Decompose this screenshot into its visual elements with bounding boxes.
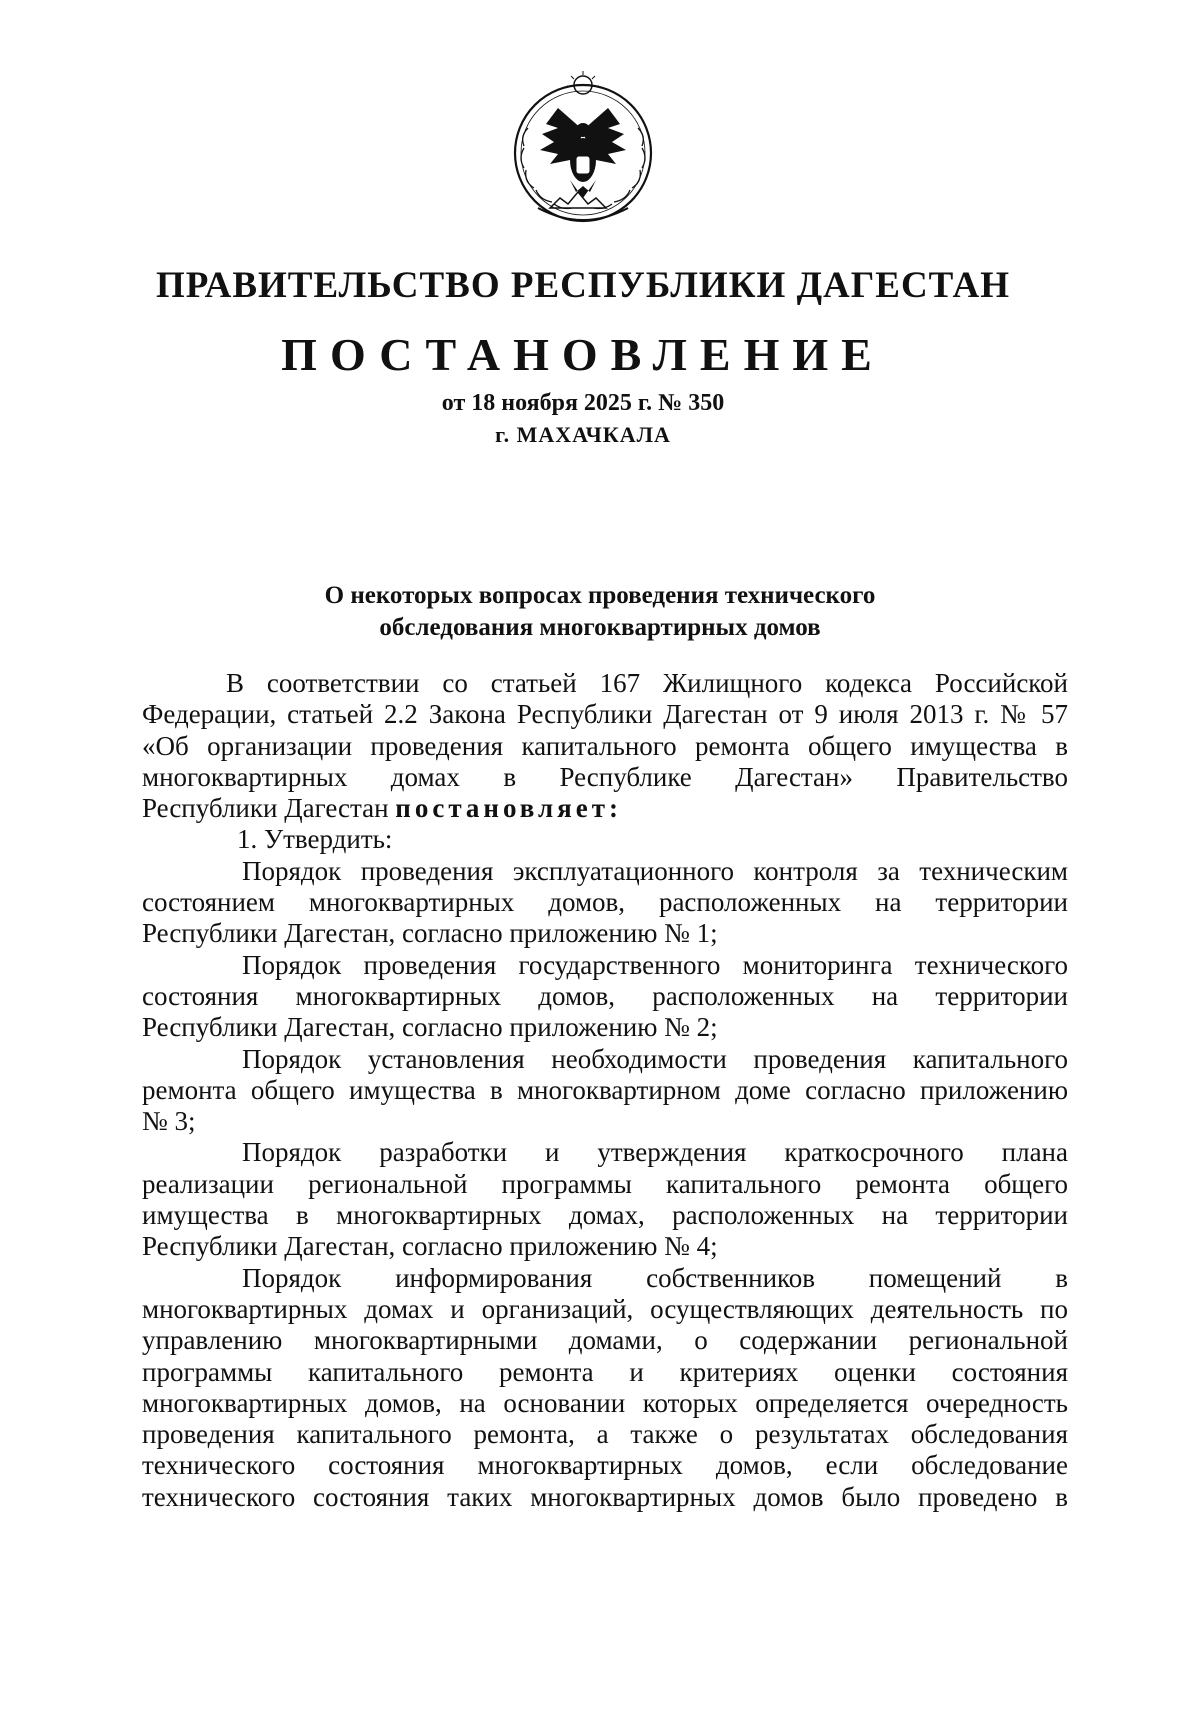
body-text: Республики Дагестан <box>142 793 389 824</box>
subject-line: О некоторых вопросах проведения технического <box>324 582 876 609</box>
subject-line: обследования многоквартирных домов <box>379 614 821 641</box>
body-line: ремонта общего имущества в многоквартирном доме согласно приложению <box>142 1074 1068 1105</box>
body-line <box>142 793 1068 824</box>
body-line: Порядок информирования собственников помещений в <box>242 1262 1068 1293</box>
body-line: управлению многоквартирными домами, о содержании региональной <box>142 1325 1068 1356</box>
document-subject <box>0 580 1200 644</box>
body-line: многоквартирных домах и организаций, осуществляющих деятельность по <box>142 1293 1068 1324</box>
body-line: Порядок проведения государственного мониторинга технического <box>242 949 1068 980</box>
body-line: состояния многоквартирных домов, расположенных на территории <box>142 980 1068 1011</box>
resolution-verb: постановляет: <box>395 793 623 824</box>
body-line: № 3; <box>142 1106 196 1137</box>
body-line: Республики Дагестан, согласно приложению № 1; <box>142 918 718 949</box>
body-line: Порядок установления необходимости проведения капитального <box>242 1043 1068 1074</box>
body-line: Порядок проведения эксплуатационного контроля за техническим <box>242 855 1068 886</box>
body-line: программы капитального ремонта и критериях оценки состояния <box>142 1356 1068 1387</box>
item-heading: 1. Утвердить: <box>237 824 393 855</box>
body-line: «Об организации проведения капитального ремонта общего имущества в <box>142 730 1068 761</box>
body-line: реализации региональной программы капитального ремонта общего <box>142 1168 1068 1199</box>
body-line: Федерации, статьей 2.2 Закона Республики Дагестан от 9 июля 2013 г. № 57 <box>142 699 1068 730</box>
document-city: г. МАХАЧКАЛА <box>495 422 671 447</box>
government-name: ПРАВИТЕЛЬСТВО РЕСПУБЛИКИ ДАГЕСТАН <box>155 265 1011 306</box>
body-line: многоквартирных домах в Республике Дагестан» Правительство <box>142 761 1068 792</box>
body-line: состоянием многоквартирных домов, расположенных на территории <box>142 887 1068 918</box>
body-line: Порядок разработки и утверждения краткосрочного плана <box>242 1137 1068 1168</box>
document-body <box>142 668 1068 1513</box>
body-line: имущества в многоквартирных домах, расположенных на территории <box>142 1200 1068 1231</box>
body-line: технического состояния многоквартирных домов, если обследование <box>142 1450 1068 1481</box>
document-date-number: от 18 ноября 2025 г. № 350 <box>441 390 725 416</box>
body-line: проведения капитального ремонта, а также о результатах обследования <box>142 1419 1068 1450</box>
body-line: Республики Дагестан, согласно приложению № 4; <box>142 1231 718 1262</box>
dagestan-coat-of-arms-icon <box>498 68 668 233</box>
document-type-title: ПОСТАНОВЛЕНИЕ <box>281 329 885 380</box>
body-line: технического состояния таких многоквартирных домов было проведено в <box>142 1481 1068 1512</box>
body-line: многоквартирных домов, на основании которых определяется очередность <box>142 1387 1068 1418</box>
body-line: В соответствии со статьей 167 Жилищного кодекса Российской <box>226 668 1068 698</box>
body-line: Республики Дагестан, согласно приложению № 2; <box>142 1012 718 1043</box>
